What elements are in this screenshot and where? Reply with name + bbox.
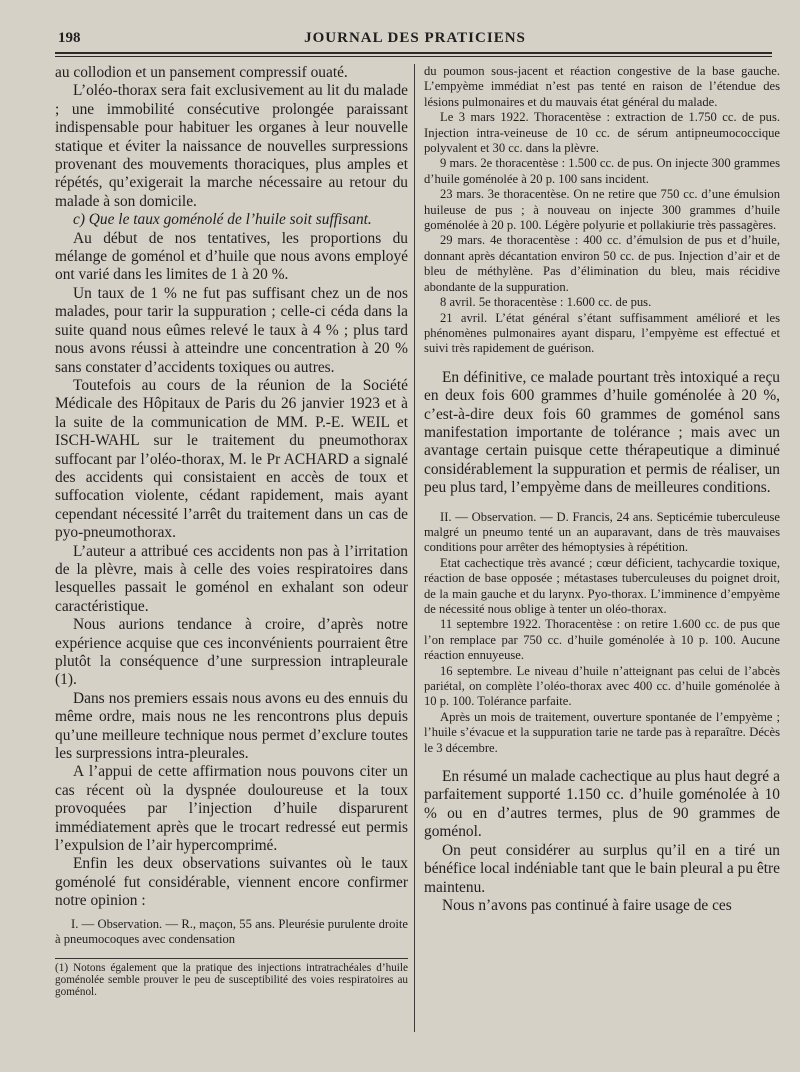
footnote: (1) Notons également que la pratique des injections intratrachéales d’huile goménolée semble prouver le peu de susceptibilité des voies respiratoires au goménol. <box>55 961 408 999</box>
footnote-rule <box>55 958 408 959</box>
paragraph: Un taux de 1 % ne fut pas suffisant chez un de nos malades, pour tarir la suppuration ; celle-ci céda dans la suite quand nous eûmes relevé le taux à 4 % ; plus tard nous avons réussi à atteindre une concentration à 20 % sans constater d’accidents toxiques ou autres. <box>55 284 408 376</box>
observation-text: II. — Observation. — D. Francis, 24 ans. Septicémie tuberculeuse malgré un pneumo tenté un an auparavant, dans de très mauvaises conditions pour arrêter des hémoptysies à répétition. <box>424 509 780 555</box>
page-number: 198 <box>58 30 81 46</box>
observation-text: Le 3 mars 1922. Thoracentèse : extraction de 1.750 cc. de pus. Injection intra-veineuse de 10 cc. de sérum antipneumococcique polyvalent et 30 cc. dans la plèvre. <box>424 110 780 156</box>
paragraph: Nous n’avons pas continué à faire usage de ces <box>442 896 732 914</box>
observation-text: du poumon sous-jacent et réaction congestive de la base gauche. L’empyème immédiat n’est pas tenté en raison de l’étendue des lésions pulmonaires et du mauvais état général du malade. <box>424 64 780 109</box>
header-rule <box>55 52 772 54</box>
observation-text: 23 mars. 3e thoracentèse. On ne retire que 750 cc. d’une émulsion huileuse de pus ; à nouveau on injecte 300 grammes d’huile goménolée à 20 p. 100. Légère polyurie et pollakiurie très passagères. <box>424 187 780 233</box>
observation-text: 9 mars. 2e thoracentèse : 1.500 cc. de pus. On injecte 300 grammes d’huile goménolée à 20 p. 100 sans incident. <box>424 156 780 186</box>
column-divider <box>414 64 415 1032</box>
paragraph: A l’appui de cette affirmation nous pouvons citer un cas récent où la dyspnée douloureuse et la toux provoquées par l’injection d’huile disparurent immédiatement après que le trocart redressé eut permis l’expulsion de l’air hypercomprimé. <box>55 763 408 855</box>
observation-text: 21 avril. L’état général s’étant suffisamment amélioré et les phénomènes pulmonaires ayant disparu, l’empyème est effectué et suivi très rapidement de guérison. <box>424 310 780 356</box>
paragraph: Dans nos premiers essais nous avons eu des ennuis du même ordre, mais nous ne les rencontrons plus depuis qu’une meilleure technique nous permet d’exclure toutes les surpressions intra-pleurales. <box>55 689 408 763</box>
paragraph: au collodion et un pansement compressif ouaté. <box>55 64 348 81</box>
observation-text: 29 mars. 4e thoracentèse : 400 cc. d’émulsion de pus et d’huile, donnant après décantation environ 50 cc. de pus. Injection d’air et de bleu de méthylène. Pas d’élimination du bleu, mais récidive abondante de la suppuration. <box>424 233 780 294</box>
observation-text: 8 avril. 5e thoracentèse : 1.600 cc. de pus. <box>440 295 652 310</box>
observation-text: Etat cachectique très avancé ; cœur déficient, tachycardie toxique, réaction de base opposée ; métastases tuberculeuses du poignet droit, de la main gauche et du larynx. Pyo-thorax. L’imminence d’empyème de nécessité nous oblige à tenter un oléo-thorax. <box>424 555 780 616</box>
paragraph: En résumé un malade cachectique au plus haut degré a parfaitement supporté 1.150 cc. d’huile goménolée à 10 % ou en d’autres termes, plus de 90 grammes de goménol. <box>424 768 780 841</box>
observation-text: 11 septembre 1922. Thoracentèse : on retire 1.600 cc. de pus que l’on remplace par 750 cc. d’huile goménolée à 10 p. 100. Aucune réaction ennuyeuse. <box>424 617 780 663</box>
page-header <box>58 30 772 52</box>
paragraph: L’oléo-thorax sera fait exclusivement au lit du malade ; une immobilité consécutive prolongée paraissant indispensable pour habituer les organes à leur nouvelle statique et éviter la naissance de nouvelles surpressions provenant des mouvements thoraciques, plus amples et répétés, qu’exigerait la marche nécessaire au retour du malade à son domicile. <box>55 82 408 210</box>
left-column <box>55 64 408 999</box>
observation-text: I. — Observation. — R., maçon, 55 ans. Pleurésie purulente droite à pneumocoques avec condensation <box>55 916 408 947</box>
running-title: JOURNAL DES PRATICIENS <box>304 30 526 46</box>
paragraph: En définitive, ce malade pourtant très intoxiqué a reçu en deux fois 600 grammes d’huile goménolée à 20 %, c’est-à-dire deux fois 60 grammes de goménol sans manifestation importante de tolérance ; mais avec un avantage certain puisque cette thérapeutique a diminué considérablement la suppuration et permis de réaliser, un peu plus tard, l’empyème dans de meilleures conditions. <box>424 368 780 497</box>
paragraph: Enfin les deux observations suivantes où le taux goménolé fut considérable, viennent encore confirmer notre opinion : <box>55 855 408 910</box>
paragraph: On peut considérer au surplus qu’il en a tiré un bénéfice local indéniable tant que le bain pleural a pu être maintenu. <box>424 841 780 896</box>
paragraph: Nous aurions tendance à croire, d’après notre expérience acquise que ces inconvénients pourraient être plutôt la conséquence d’une surpression intrapleurale (1). <box>55 616 408 689</box>
right-column <box>424 64 780 915</box>
paragraph: Au début de nos tentatives, les proportions du mélange de goménol et d’huile que nous avons employé ont varié dans les limites de 1 à 20 %. <box>55 229 408 284</box>
subheading: c) Que le taux goménolé de l’huile soit suffisant. <box>73 211 372 229</box>
paragraph: L’auteur a attribué ces accidents non pas à l’irritation de la plèvre, mais à celle des voies respiratoires dans lesquelles passait le goménol en exhalant son odeur caractéristique. <box>55 542 408 615</box>
observation-text: 16 septembre. Le niveau d’huile n’atteignant pas celui de l’abcès pariétal, on complète l’oléo-thorax avec 400 cc. d’huile goménolée à 10 p. 100. Tolérance parfaite. <box>424 663 780 709</box>
header-rule-thin <box>55 56 772 57</box>
observation-text: Après un mois de traitement, ouverture spontanée de l’empyème ; l’huile s’évacue et la suppuration tarie ne tarde pas à reparaître. Décès le 3 décembre. <box>424 709 780 755</box>
paragraph: Toutefois au cours de la réunion de la Société Médicale des Hôpitaux de Paris du 26 janvier 1923 et à la suite de la communication de MM. P.-E. WEIL et ISCH-WAHL sur le traitement du pneumothorax suffocant par l’oléo-thorax, M. le Pr ACHARD a signalé des accidents qui consistaient en accès de toux et suffocation violente, cédant rapidement, mais ayant cependant nécessité l’arrêt du traitement dans un cas de pyo-pneumothorax. <box>55 376 408 542</box>
